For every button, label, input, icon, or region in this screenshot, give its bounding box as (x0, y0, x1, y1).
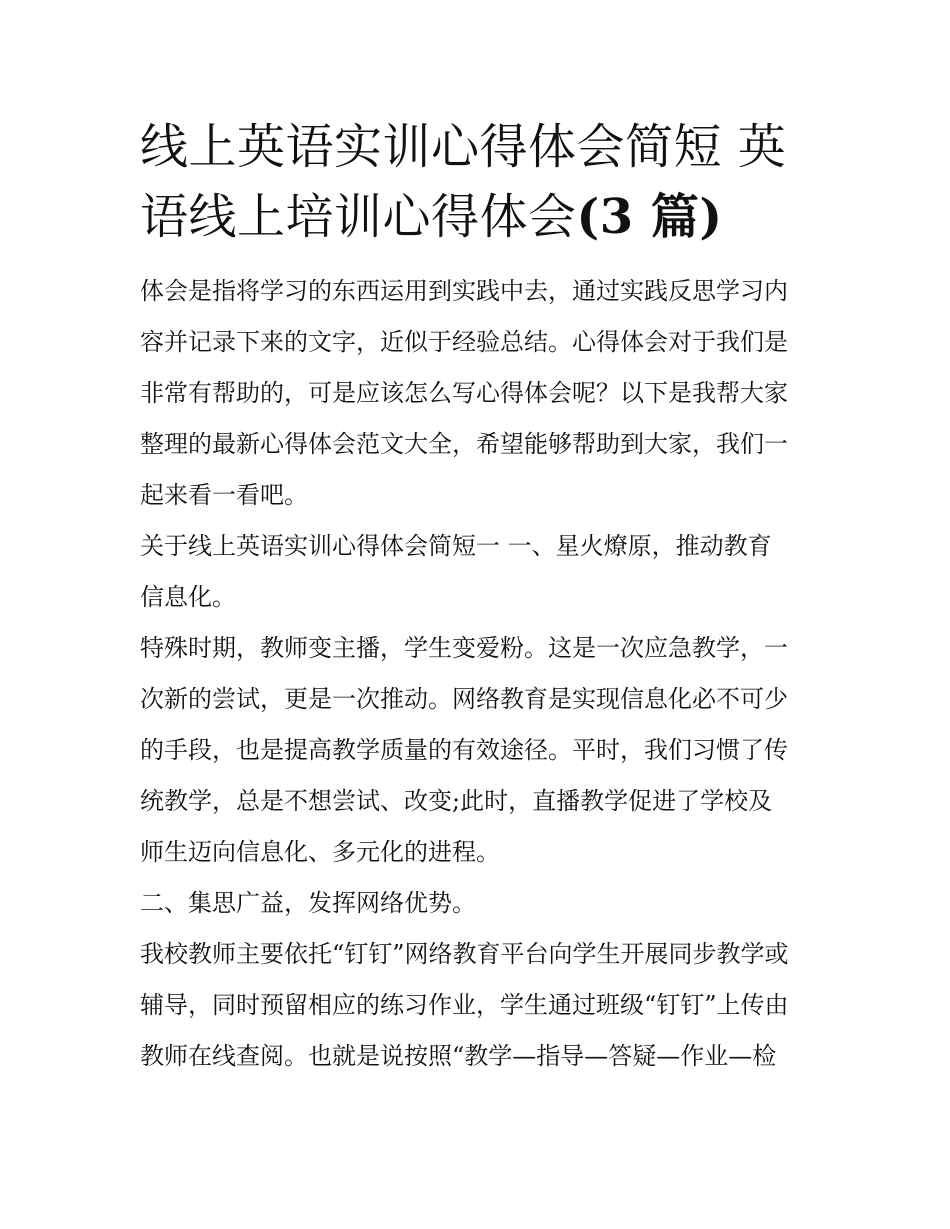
title-line-1: 线上英语实训心得体会简短 英 (140, 119, 787, 175)
body-line: 信息化。 (140, 583, 236, 611)
body-line: 师生迈向信息化、多元化的进程。 (140, 838, 500, 866)
title-line-2-end: ) (699, 189, 723, 245)
body-line: 的手段，也是提高教学质量的有效途径。平时，我们习惯了传 (140, 736, 788, 764)
body-line: 辅导，同时预留相应的练习作业，学生通过班级“钉钉”上传由 (140, 991, 789, 1019)
document-title (140, 112, 812, 252)
body-line: 起来看一看吧。 (140, 481, 308, 509)
title-line-2-prefix: 语线上培训心得体会 (140, 189, 577, 245)
body-line: 容并记录下来的文字，近似于经验总结。心得体会对于我们是 (140, 328, 788, 356)
title-line-2-bold: (3 (576, 189, 634, 245)
body-line: 教师在线查阅。也就是说按照“教学—指导—答疑—作业—检 (140, 1042, 777, 1070)
body-line: 统教学，总是不想尝试、改变;此时，直播教学促进了学校及 (140, 787, 773, 815)
body-line: 二、集思广益，发挥网络优势。 (140, 889, 476, 917)
body-line: 非常有帮助的，可是应该怎么写心得体会呢？以下是我帮大家 (140, 379, 788, 407)
body-line: 关于线上英语实训心得体会简短一 一、星火燎原，推动教育 (140, 532, 772, 560)
title-line-2 (140, 182, 812, 252)
title-line-2-mid: 篇 (633, 189, 700, 245)
document-body (140, 266, 812, 1082)
body-line: 次新的尝试，更是一次推动。网络教育是实现信息化必不可少 (140, 685, 788, 713)
body-line: 我校教师主要依托“钉钉”网络教育平台向学生开展同步教学或 (140, 940, 789, 968)
body-line: 体会是指将学习的东西运用到实践中去，通过实践反思学习内 (140, 277, 788, 305)
body-line: 特殊时期，教师变主播，学生变爱粉。这是一次应急教学，一 (140, 634, 788, 662)
body-line: 整理的最新心得体会范文大全，希望能够帮助到大家，我们一 (140, 430, 788, 458)
document-content (140, 112, 812, 1082)
